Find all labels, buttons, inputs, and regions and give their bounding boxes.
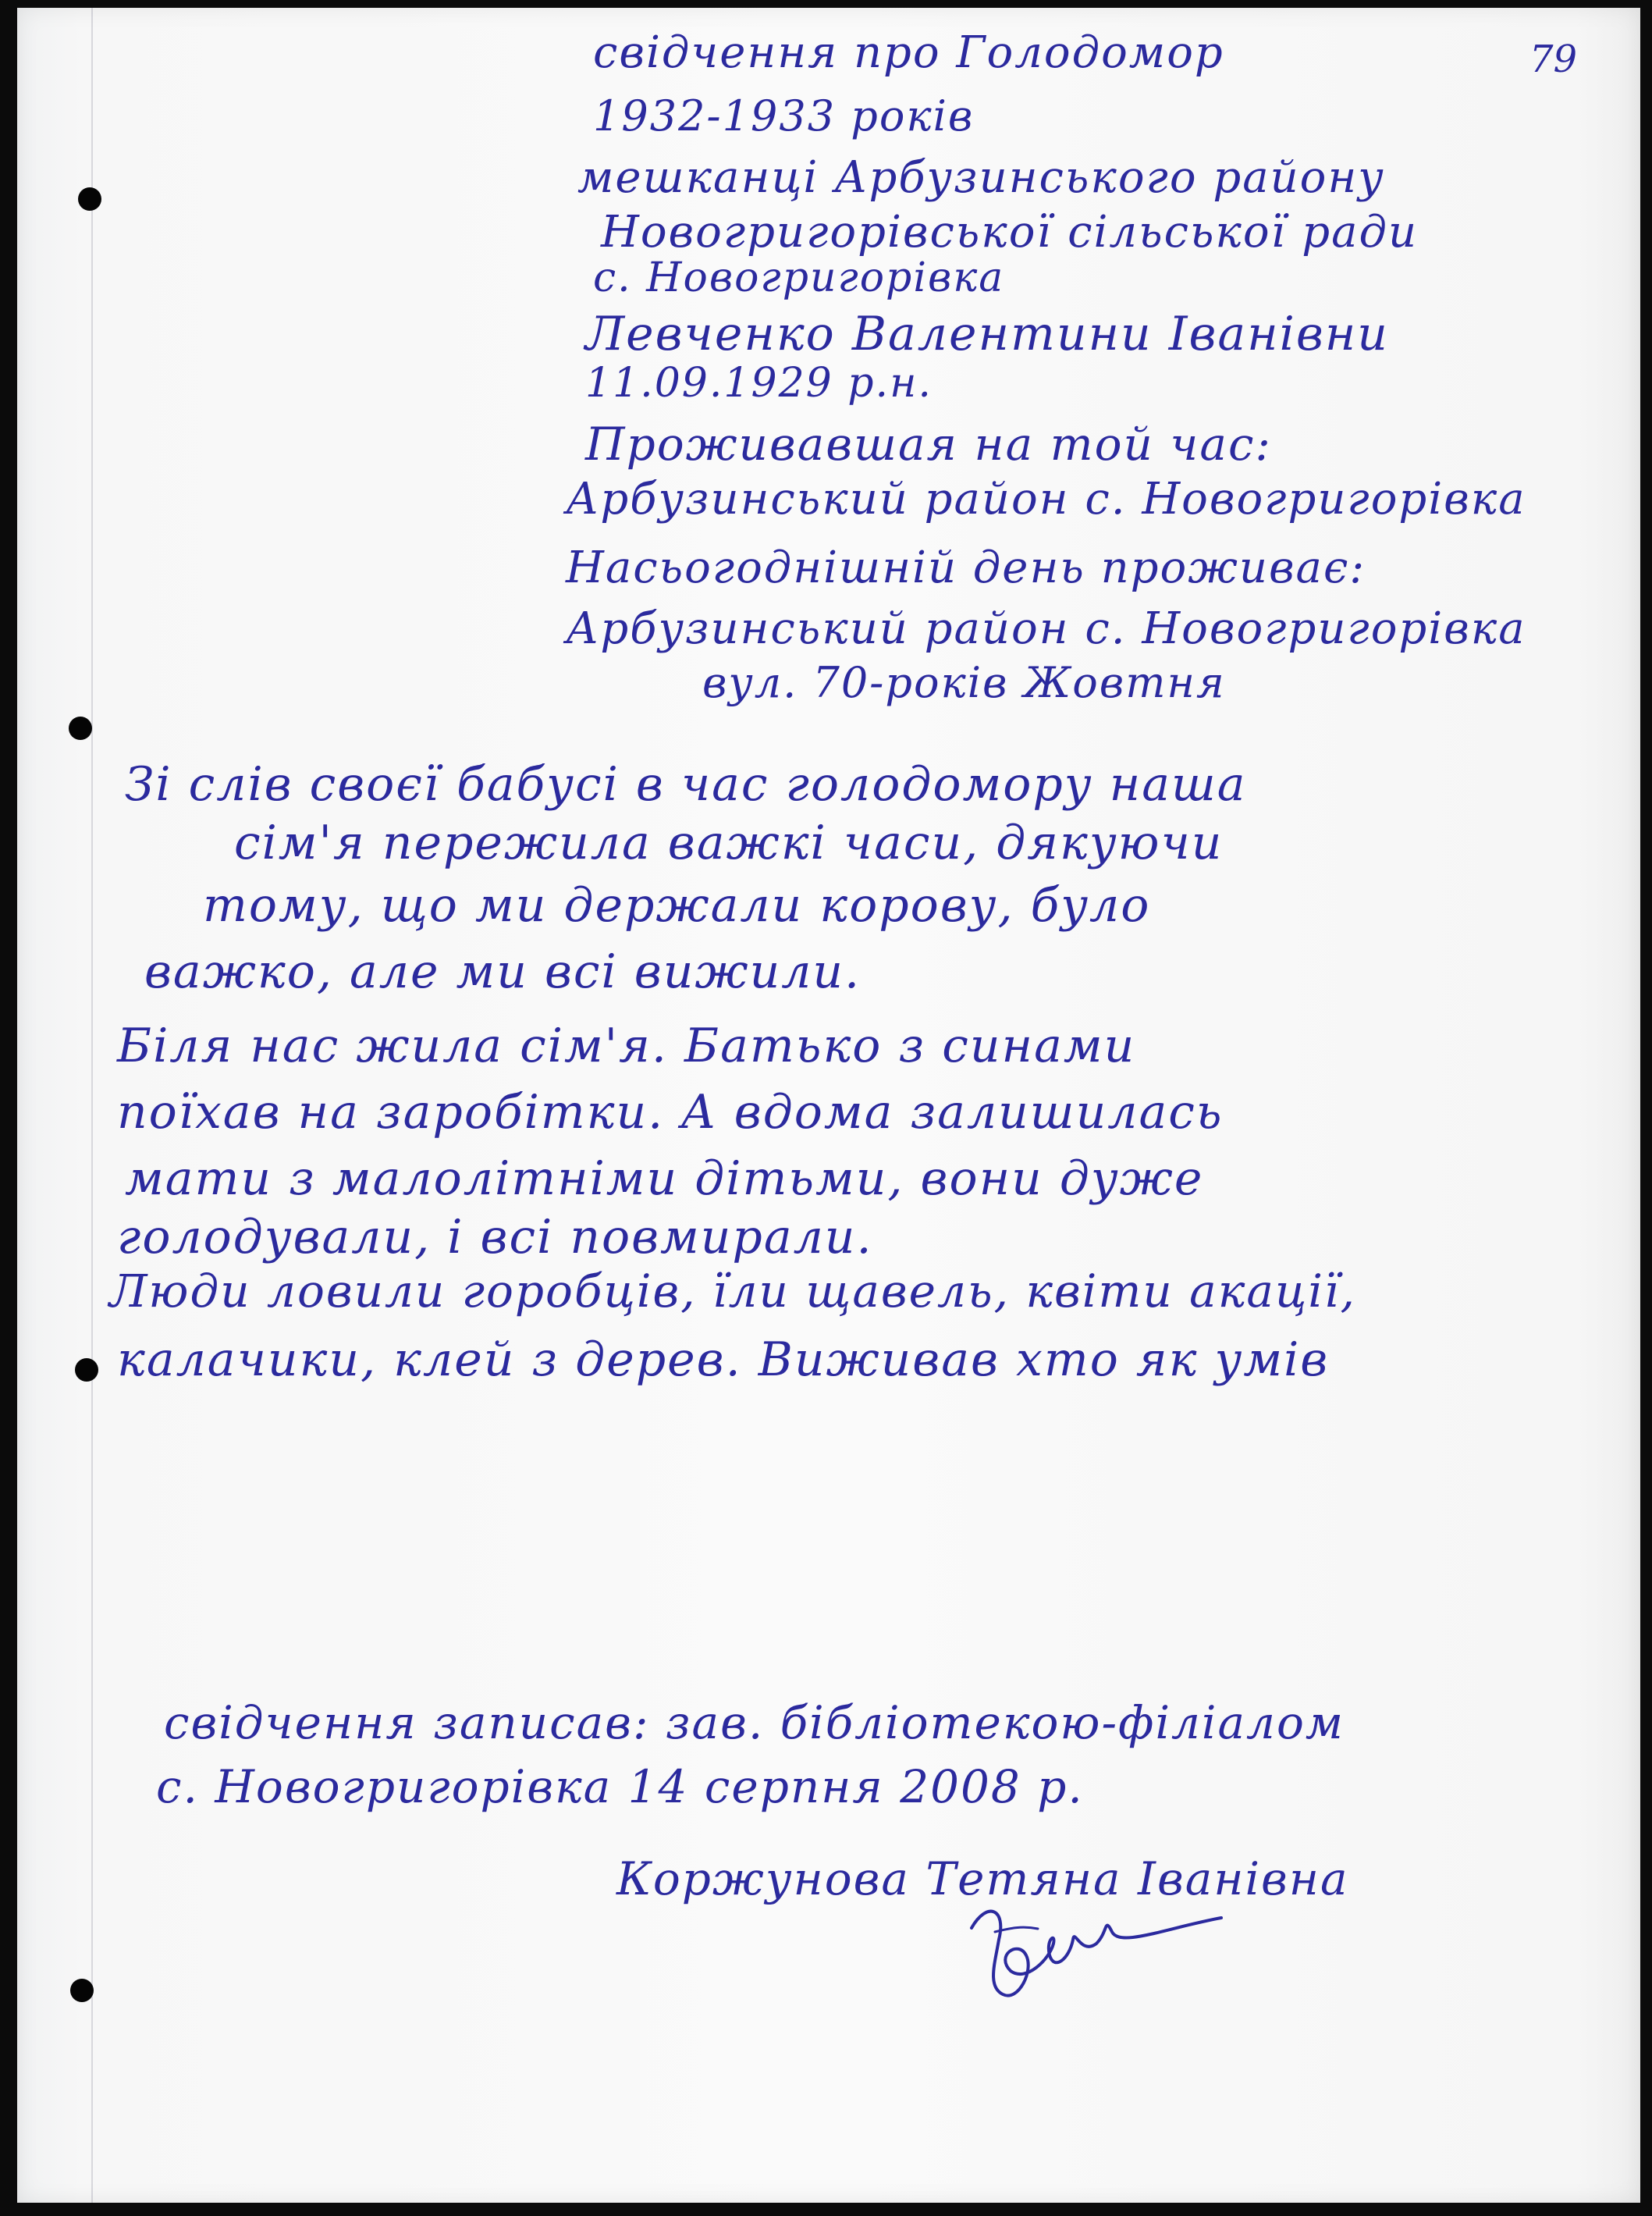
testimony-line: Біля нас жила сім'я. Батько з синами	[117, 1019, 1136, 1073]
recorded-by-line: свідчення записав: зав. бібліотекою-філіалом	[164, 1696, 1345, 1749]
title-line-2: 1932-1933 років	[593, 91, 975, 141]
testimony-line: тому, що ми держали корову, було	[203, 878, 1151, 933]
testimony-line: Люди ловили горобців, їли щавель, квіти акації,	[109, 1265, 1356, 1318]
page-number: 79	[1529, 37, 1578, 81]
testimony-line: поїхав на заробітки. А вдома залишилась	[117, 1085, 1224, 1140]
lives-now-label: Насьогоднішній день проживає:	[566, 542, 1366, 593]
testimony-line: важко, але ми всі вижили.	[144, 944, 862, 999]
lived-then-label: Проживавшая на той час:	[585, 418, 1272, 471]
testimony-line: сім'я пережила важкі часи, дякуючи	[234, 816, 1224, 870]
title-line-1: свідчення про Голодомор	[593, 27, 1224, 78]
lived-then-place: Арбузинський район с. Новогригорівка	[566, 474, 1526, 525]
punch-hole	[70, 1979, 94, 2002]
witness-name: Левченко Валентини Іванівни	[585, 307, 1389, 361]
punch-hole	[78, 187, 101, 211]
punch-hole	[75, 1358, 98, 1382]
margin-fold-line	[91, 8, 93, 2203]
testimony-line: калачики, клей з дерев. Виживав хто як умів	[117, 1332, 1330, 1387]
testimony-line: Зі слів своєї бабусі в час голодомору наша	[125, 757, 1247, 812]
village-and-date: с. Новогригорівка 14 серпня 2008 р.	[156, 1760, 1084, 1813]
recorder-name: Коржунова Тетяна Іванівна	[616, 1852, 1349, 1905]
title-line-4: Новогригорівської сільської ради	[601, 207, 1419, 258]
handwritten-signature	[964, 1885, 1229, 2022]
lives-now-place: Арбузинський район с. Новогригорівка	[566, 603, 1526, 654]
testimony-line: мати з малолітніми дітьми, вони дуже	[125, 1151, 1204, 1206]
birth-date: 11.09.1929 р.н.	[585, 360, 933, 407]
testimony-line: голодували, і всі повмирали.	[117, 1210, 873, 1265]
title-line-5: с. Новогригорівка	[593, 254, 1005, 301]
title-line-3: мешканці Арбузинського району	[577, 152, 1385, 203]
lives-now-street: вул. 70-років Жовтня	[702, 658, 1226, 707]
punch-hole	[69, 717, 92, 740]
